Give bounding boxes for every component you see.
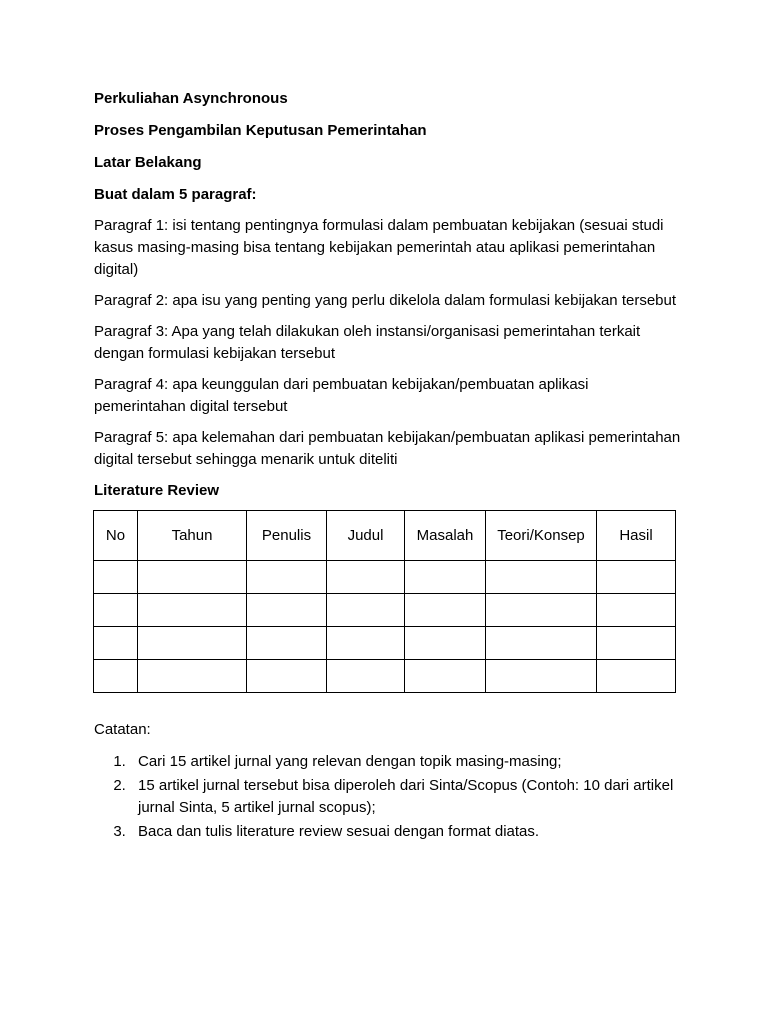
paragraph-1-instruction: Paragraf 1: isi tentang pentingnya formulasi dalam pembuatan kebijakan (sesuai studi kasus masing-masing bisa tentang kebijakan pemerintah atau aplikasi pemerintahan digital) [94,217,664,278]
section-heading-background: Latar Belakang [94,154,202,171]
table-cell [94,594,138,627]
note-item-3: 3. Baca dan tulis literature review sesuai dengan format diatas. [130,821,684,843]
table-row [94,561,676,594]
course-title: Perkuliahan Asynchronous [94,90,288,107]
column-header-penulis: Penulis [247,511,327,561]
column-header-hasil: Hasil [597,511,676,561]
table-cell [405,561,486,594]
note-item-2: 2. 15 artikel jurnal tersebut bisa diperoleh dari Sinta/Scopus (Contoh: 10 dari artikel jurnal Sinta, 5 artikel jurnal scopus); [130,775,684,819]
table-row [94,627,676,660]
table-cell [486,594,597,627]
table-cell [486,561,597,594]
literature-review-heading: Literature Review [94,482,220,499]
column-header-judul: Judul [327,511,405,561]
table-cell [486,660,597,693]
notes-list [94,751,684,843]
table-cell [405,627,486,660]
table-cell [597,594,676,627]
table-cell [327,627,405,660]
note-item-1: 1. Cari 15 artikel jurnal yang relevan dengan topik masing-masing; [130,751,684,773]
table-row [94,594,676,627]
column-header-tahun: Tahun [138,511,247,561]
table-cell [327,660,405,693]
table-cell [94,660,138,693]
column-header-no: No [94,511,138,561]
paragraph-3-instruction: Paragraf 3: Apa yang telah dilakukan oleh instansi/organisasi pemerintahan terkait dengan formulasi kebijakan tersebut [94,323,641,362]
table-cell [138,594,247,627]
table-cell [247,561,327,594]
document-content [94,88,684,845]
table-cell [94,627,138,660]
instruction-heading: Buat dalam 5 paragraf: [94,186,257,203]
table-cell [247,660,327,693]
column-header-teori-konsep: Teori/Konsep [486,511,597,561]
paragraph-4-instruction: Paragraf 4: apa keunggulan dari pembuatan kebijakan/pembuatan aplikasi pemerintahan digital tersebut [94,376,589,415]
table-cell [405,594,486,627]
table-cell [94,561,138,594]
table-cell [247,627,327,660]
table-cell [597,627,676,660]
paragraph-2-instruction: Paragraf 2: apa isu yang penting yang perlu dikelola dalam formulasi kebijakan tersebut [94,292,677,309]
table-cell [486,627,597,660]
paragraph-5-instruction: Paragraf 5: apa kelemahan dari pembuatan kebijakan/pembuatan aplikasi pemerintahan digital tersebut sehingga menarik untuk diteliti [94,429,681,468]
table-header-row [94,511,676,561]
table-cell [327,561,405,594]
table-cell [405,660,486,693]
table-cell [138,660,247,693]
table-cell [327,594,405,627]
literature-review-table [93,510,676,693]
table-cell [138,561,247,594]
table-cell [247,594,327,627]
topic-title: Proses Pengambilan Keputusan Pemerintahan [94,122,427,139]
notes-label: Catatan: [94,721,151,738]
column-header-masalah: Masalah [405,511,486,561]
table-cell [597,561,676,594]
table-cell [597,660,676,693]
table-row [94,660,676,693]
table-cell [138,627,247,660]
